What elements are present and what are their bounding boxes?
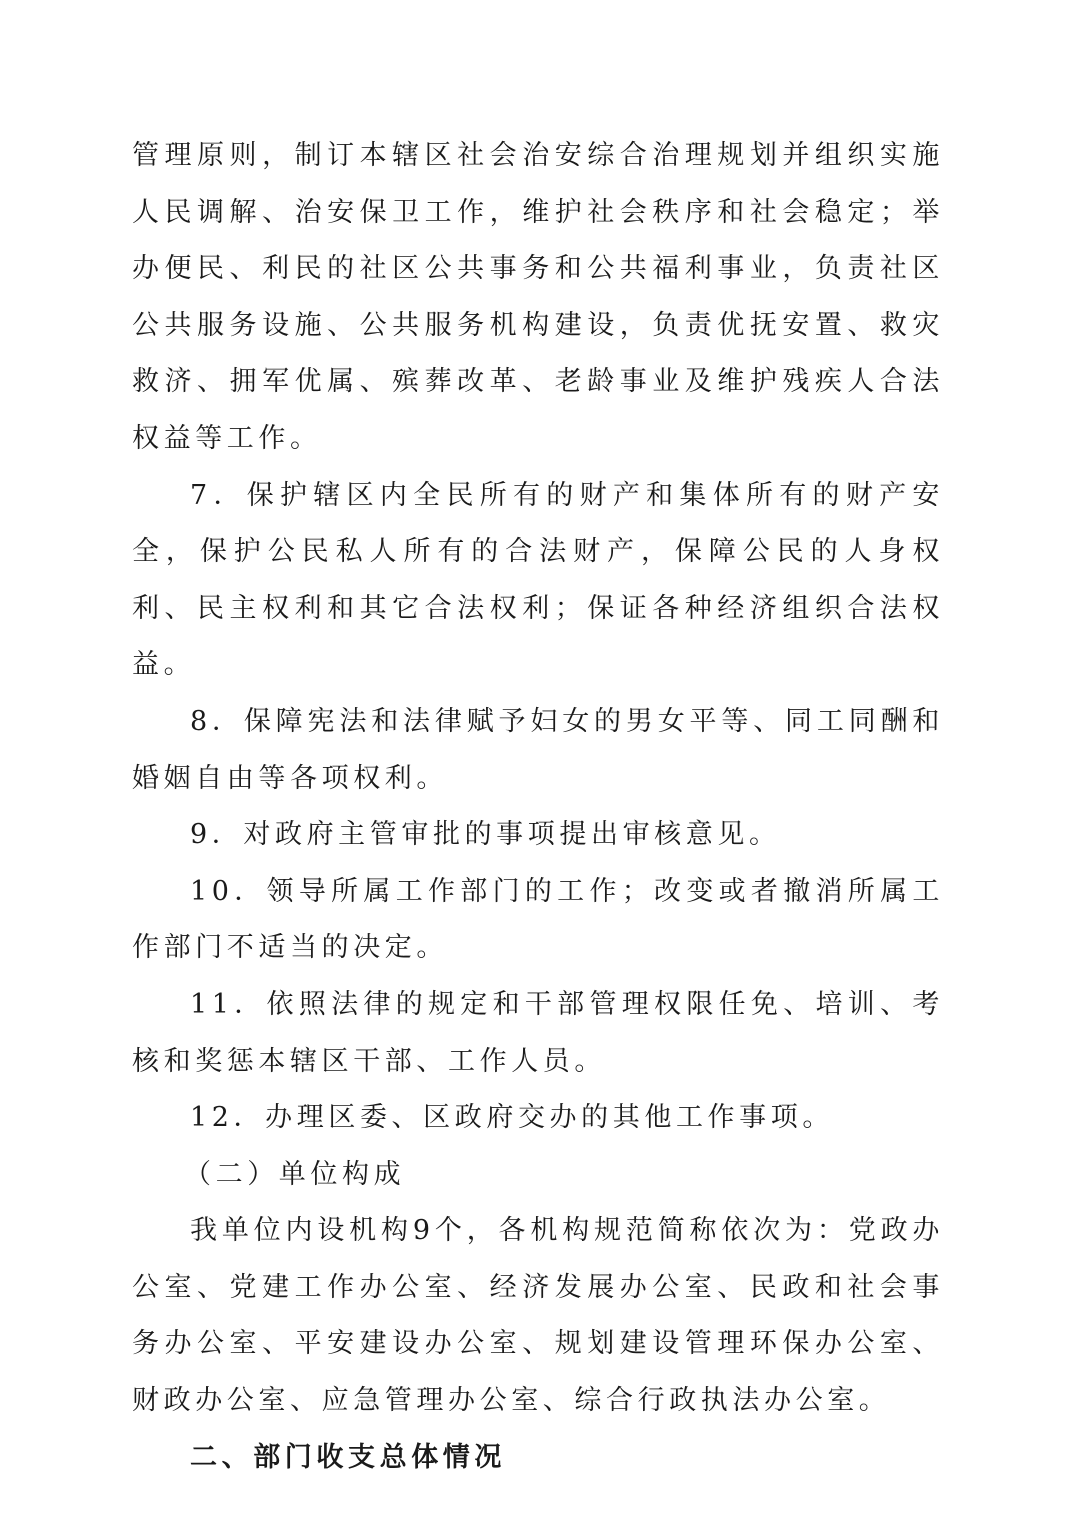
section-heading-income-expenditure: 二、部门收支总体情况 [190, 1441, 506, 1473]
paragraph-item-9: 9．对政府主管审批的事项提出审核意见。 [190, 819, 781, 851]
subheading-unit-composition: （二）单位构成 [184, 1158, 406, 1190]
paragraph-item-7: 7．保护辖区内全民所有的财产和集体所有的财产安全，保护公民私人所有的合法财产，保障公民的人身权利、民主权利和其它合法权利；保证各种经济组织合法权益。 [132, 479, 944, 681]
paragraph-item-8: 8．保障宪法和法律赋予妇女的男女平等、同工同酬和婚姻自由等各项权利。 [132, 705, 944, 794]
paragraph-continued-duties: 管理原则，制订本辖区社会治安综合治理规划并组织实施人民调解、治安保卫工作，维护社会秩序和社会稳定；举办便民、利民的社区公共事务和公共福利事业，负责社区公共服务设施、公共服务机构建设，负责优抚安置、救灾救济、拥军优属、殡葬改革、老龄事业及维护残疾人合法权益等工作。 [132, 140, 944, 454]
paragraph-item-12: 12．办理区委、区政府交办的其他工作事项。 [190, 1102, 834, 1134]
paragraph-unit-composition: 我单位内设机构9个，各机构规范简称依次为：党政办公室、党建工作办公室、经济发展办公室、民政和社会事务办公室、平安建设办公室、规划建设管理环保办公室、财政办公室、应急管理办公室、综合行政执法办公室。 [132, 1215, 944, 1417]
paragraph-item-11: 11．依照法律的规定和干部管理权限任免、培训、考核和奖惩本辖区干部、工作人员。 [132, 988, 944, 1077]
paragraph-item-10: 10．领导所属工作部门的工作；改变或者撤消所属工作部门不适当的决定。 [132, 875, 944, 964]
